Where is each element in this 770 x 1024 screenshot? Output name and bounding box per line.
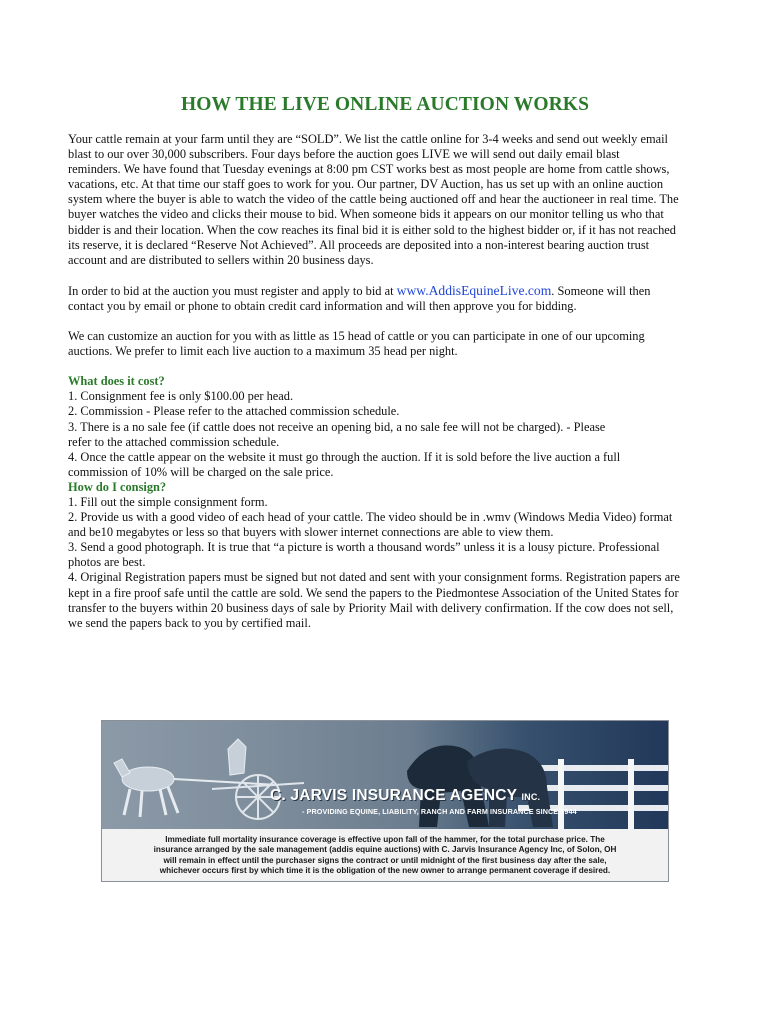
- list-item: 1. Fill out the simple consignment form.: [68, 494, 268, 509]
- register-text: In order to bid at the auction you must register and apply to bid at: [68, 283, 397, 298]
- register-paragraph: [68, 283, 698, 314]
- customize-paragraph: [68, 329, 698, 359]
- horse-carriage-icon: [108, 729, 318, 825]
- consign-heading: How do I consign?: [68, 479, 167, 494]
- text-line: vacations, etc. At that time our staff goes to work for you. Our partner, DV Auction, has us set up with an online auction: [68, 177, 664, 192]
- list-item: 3. Send a good photograph. It is true that “a picture is worth a thousand words” unless it is a lousy picture. Professional: [68, 540, 660, 555]
- list-item: transfer to the buyers within 20 business days of sale by Priority Mail with delivery confirmation. If the cow does not sell,: [68, 600, 674, 615]
- auction-website-link[interactable]: www.AddisEquineLive.com: [396, 282, 552, 298]
- list-item: 4. Original Registration papers must be signed but not dated and sent with your consignment forms. Registration papers are: [68, 570, 680, 585]
- text-line: auctions. We prefer to limit each live auction to a maximum 35 head per night.: [68, 344, 458, 359]
- logo-suffix: INC.: [521, 792, 541, 802]
- list-item: 1. Consignment fee is only $100.00 per head.: [68, 389, 294, 404]
- text-line: reminders. We have found that Tuesday evenings at 8:00 pm CST works best as most people are home from cattle shows,: [68, 162, 670, 177]
- list-item: 2. Commission - Please refer to the attached commission schedule.: [68, 404, 400, 419]
- text-line: its reserve, it is declared “Reserve Not Achieved”. All proceeds are deposited into a non-interest bearing auction trust: [68, 237, 650, 252]
- list-item: photos are best.: [68, 555, 146, 570]
- text-line: blast to our over 30,000 subscribers. Four days before the auction goes LIVE we will send out daily email blast: [68, 147, 620, 162]
- insurance-banner: [101, 720, 669, 882]
- text-line: account and are distributed to sellers within 20 business days.: [68, 252, 374, 267]
- list-item: 4. Once the cattle appear on the website it must go through the auction. If it is sold before the live auction a full: [68, 449, 621, 464]
- text-line: Immediate full mortality insurance coverage is effective upon fall of the hammer, for the total purchase price. The: [165, 835, 605, 844]
- list-item: kept in a fire proof safe until the cattle are sold. We send the papers to the Piedmontese Association of the United States for: [68, 585, 679, 600]
- list-item: 3. There is a no sale fee (if cattle does not receive an opening bid, a no sale fee will not be charged). - Please: [68, 419, 606, 434]
- list-item: 2. Provide us with a good video of each head of your cattle. The video should be in .wmv (Windows Media Video) format: [68, 510, 673, 525]
- page-title: HOW THE LIVE ONLINE AUCTION WORKS: [180, 94, 590, 115]
- text-line: system where the buyer is able to watch the video of the cattle being auctioned off and hear the auctioneer in real time. The: [68, 192, 679, 207]
- logo-text: C. JARVIS INSURANCE AGENCY: [270, 787, 517, 804]
- text-line: [68, 283, 698, 299]
- register-text-after: . Someone will then: [551, 283, 651, 298]
- text-line: will remain in effect until the purchaser signs the contract or until midnight of the first business day after the sale,: [163, 855, 607, 865]
- list-item: and be10 megabytes or less so that buyers with slower internet connections are able to view them.: [68, 525, 554, 540]
- text-line: bidder is and their location. When the cow reaches its final bid it is either sold to the highest bidder or, if it has not reached: [68, 222, 676, 237]
- insurance-logo: [270, 787, 540, 805]
- intro-paragraph: [68, 132, 698, 268]
- document-body: [68, 132, 698, 631]
- text-line: buyer watches the video and clicks their mouse to bid. When someone bids it appears on our monitor telling us who that: [68, 207, 664, 222]
- consign-section: [68, 480, 698, 631]
- text-line: insurance arranged by the sale management (addis equine auctions) with C. Jarvis Insurance Agency Inc, of Solon, OH: [153, 845, 617, 855]
- text-line: Your cattle remain at your farm until they are “SOLD”. We list the cattle online for 3-4 weeks and send out weekly email: [68, 132, 669, 146]
- text-line: whichever occurs first by which time it is the obligation of the new owner to arrange permanent coverage if desired.: [159, 865, 611, 875]
- list-item: we send the papers back to you by certified mail.: [68, 615, 311, 630]
- text-line: contact you by email or phone to obtain credit card information and will then approve you for bidding.: [68, 298, 577, 313]
- insurance-disclaimer: [108, 835, 662, 876]
- list-item: commission of 10% will be charged on the sale price.: [68, 464, 334, 479]
- cost-heading: What does it cost?: [68, 374, 165, 389]
- list-item: refer to the attached commission schedule.: [68, 434, 280, 449]
- cost-section: [68, 374, 698, 480]
- text-line: We can customize an auction for you with as little as 15 head of cattle or you can participate in one of our upcoming: [68, 329, 645, 344]
- insurance-tagline: - PROVIDING EQUINE, LIABILITY, RANCH AND FARM INSURANCE SINCE 1944: [302, 807, 577, 816]
